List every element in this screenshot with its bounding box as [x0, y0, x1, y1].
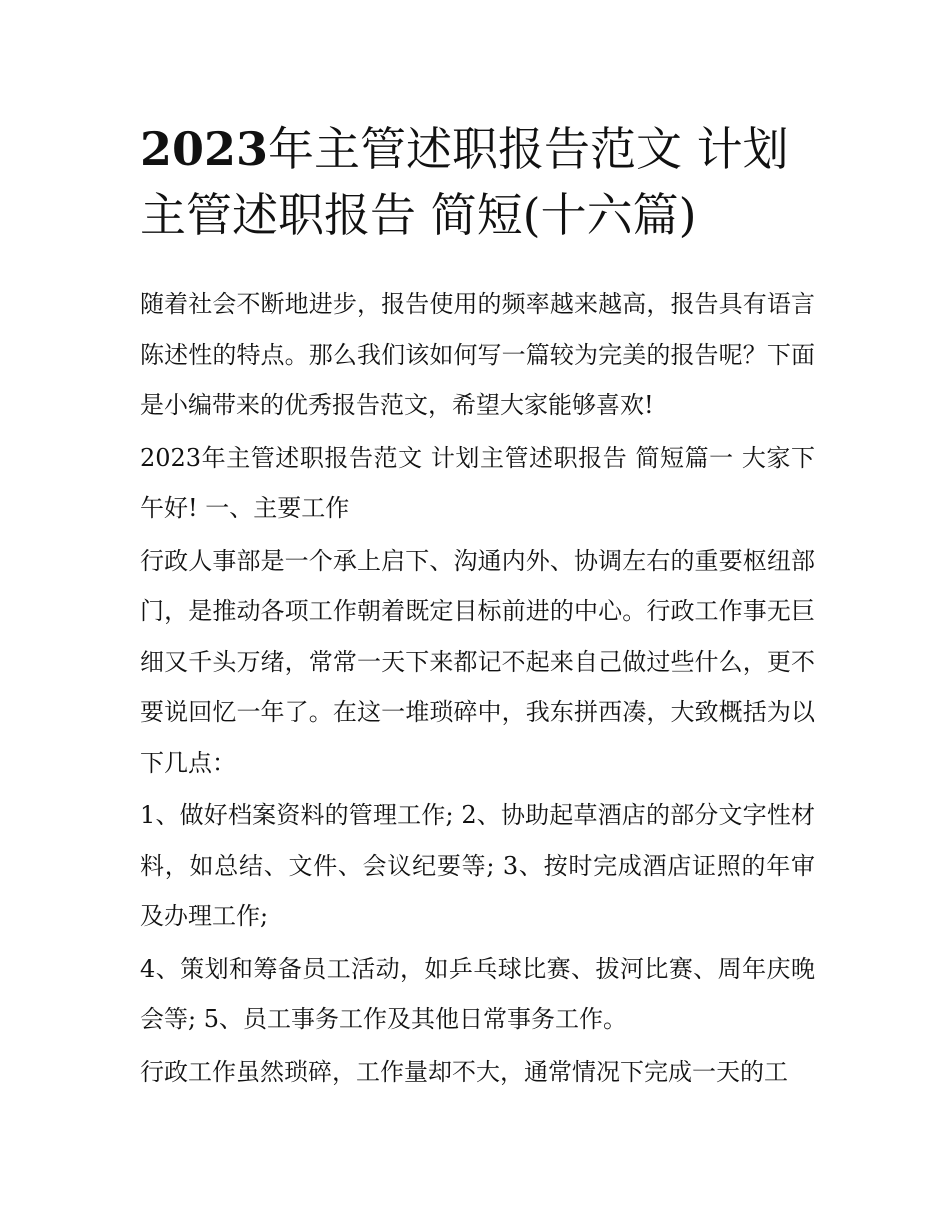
title-year: 2023 — [140, 122, 269, 176]
paragraph-duties-1: 1、做好档案资料的管理工作; 2、协助起草酒店的部分文字性材料，如总结、文件、会议纪要等; 3、按时完成酒店证照的年审及办理工作; — [140, 801, 815, 930]
document-title — [140, 116, 820, 248]
paragraph-workload: 行政工作虽然琐碎，工作量却不大，通常情况下完成一天的工 — [140, 1057, 788, 1086]
paragraph-duties-2: 4、策划和筹备员工活动，如乒乓球比赛、拔河比赛、周年庆晚会等; 5、员工事务工作及其他日常事务工作。 — [140, 954, 815, 1033]
paragraph-intro: 随着社会不断地进步，报告使用的频率越来越高，报告具有语言陈述性的特点。那么我们该如何写一篇较为完美的报告呢？下面是小编带来的优秀报告范文，希望大家能够喜欢! — [140, 290, 815, 419]
paragraph-section-heading: 2023年主管述职报告范文 计划主管述职报告 简短篇一 大家下午好! 一、主要工作 — [140, 443, 815, 522]
title-text: 年主管述职报告范文 计划主管述职报告 简短(十六篇) — [140, 122, 789, 242]
document-body — [140, 279, 815, 1099]
paragraph-department: 行政人事部是一个承上启下、沟通内外、协调左右的重要枢纽部门，是推动各项工作朝着既定目标前进的中心。行政工作事无巨细又千头万绪，常常一天下来都记不起来自己做过些什么，更不要说回忆一年了。在这一堆琐碎中，我东拼西凑，大致概括为以下几点： — [140, 546, 815, 777]
